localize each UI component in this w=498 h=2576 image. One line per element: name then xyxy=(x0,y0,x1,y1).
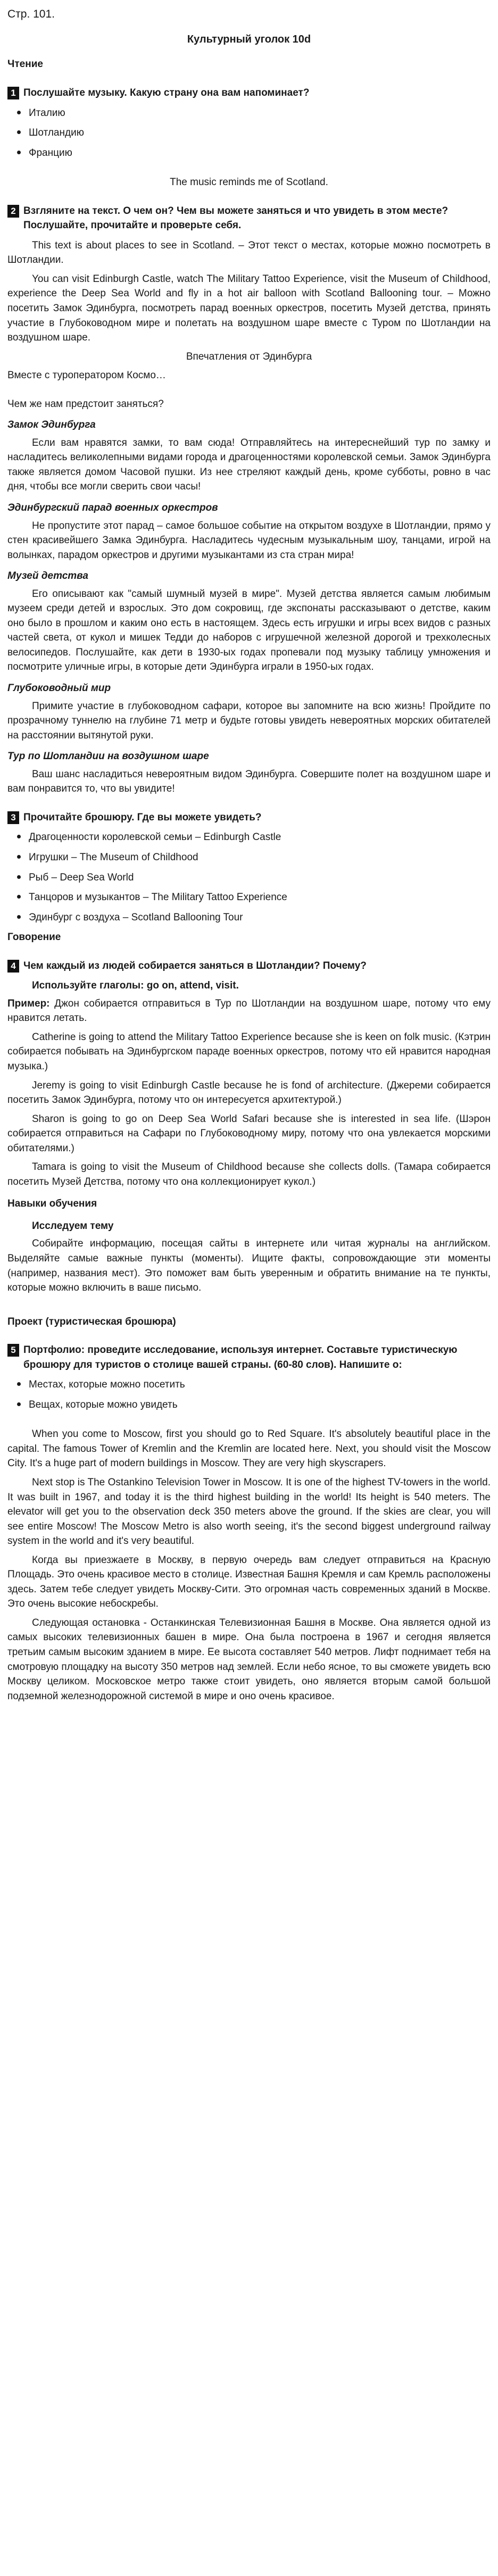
section-speaking-heading: Говорение xyxy=(7,932,61,943)
task-2-answer-2: You can visit Edinburgh Castle, watch The Military Tattoo Experience, visit the Museum of Childhood, experience the Deep Sea World and fly in a hot air balloon with Scotland Ballooning tour. – Можно посетить Замок Эдинбурга, посмотреть парад военных оркестров, посетить Музей детства, принять участие в Глубоководном мире и полетать на воздушном шаре вместе с Туром по Шотландии на воздушном шаре. xyxy=(7,273,491,344)
task-1-options xyxy=(7,106,491,161)
task-4 xyxy=(7,959,491,974)
task-instruction: Портфолио: проведите исследование, используя интернет. Составьте туристическую брошюру для туристов о столице вашей страны. (60-80 слов). Напишите о: xyxy=(23,1344,458,1370)
task-4-example xyxy=(7,996,491,1026)
task-2 xyxy=(7,204,491,233)
list-item: Танцоров и музыкантов – The Military Tattoo Experience xyxy=(29,890,491,905)
essay-english-2: Next stop is The Ostankino Television Tower in Moscow. It is one of the highest TV-towers in the world. It was built in 1967, and today it is the third highest building in the world! Its height is 540 meters. The elevator will get you to the observation deck 350 meters above the ground. If the skies are clear, you will see entire Moscow! The Moscow Metro is also worth seeing, it's the second biggest underground railway system in the world and it's very beautiful. xyxy=(7,1477,491,1547)
list-item: Драгоценности королевской семьи – Edinburgh Castle xyxy=(29,830,491,845)
task-number: 5 xyxy=(7,1344,19,1357)
task-2-answer-1: This text is about places to see in Scotland. – Этот текст о местах, которые можно посмотреть в Шотландии. xyxy=(7,239,491,266)
study-skills-heading: Навыки обучения xyxy=(7,1198,97,1210)
task-instruction: Взгляните на текст. О чем он? Чем вы можете заняться и что увидеть в этом месте? Послушайте, прочитайте и проверьте себя. xyxy=(23,205,449,231)
essay-russian-2: Следующая остановка - Останкинская Телевизионная Башня в Москве. Она является одной из самых высоких телевизионных башен в мире. Она была построена в 1967 и сегодня является третьим самым высоким зданием в мире. Ее высота составляет 540 метров. Лифт поднимает тебя на смотровую площадку на высоту 350 метров над землей. Если небо ясное, то вы сможете увидеть всю Москву целиком. Московское метро также стоит увидеть, оно является вторым самой большой подземной железнодорожной системой в мире и оно очень красивое. xyxy=(7,1617,491,1702)
page-title: Культурный уголок 10d xyxy=(187,34,311,46)
balloon-text: Ваш шанс насладиться невероятным видом Эдинбурга. Совершите полет на воздушном шаре и вам понравится то, что вы увидите! xyxy=(7,768,491,795)
task-number: 3 xyxy=(7,811,19,824)
essay-russian-1: Когда вы приезжаете в Москву, в первую очередь вам следует отправиться на Красную Площадь. Это очень красивое место в столице. Известная Башня Кремля и сам Кремль расположены здесь. Затем тебе следует увидеть Москву-Сити. Это огромная часть современных зданий в Москве. Это очень высокие небоскребы. xyxy=(7,1554,491,1610)
task-4-answer-3: Sharon is going to go on Deep Sea World Safari because she is interested in sea life. (Шэрон собирается отправиться на Сафари по Глубоководному миру, потому что она увлекается морскими обитателями.) xyxy=(7,1113,491,1154)
list-item: Эдинбург с воздуха – Scotland Ballooning Tour xyxy=(29,910,491,925)
museum-text: Его описывают как "самый шумный музей в мире". Музей детства является самым любимым музеем среди детей и взрослых. Это дом сокровищ, где экспонаты рассказывают о детстве, каким оно было в прошлом и каким оно есть в настоящем. Здесь есть игрушки и игры всех видов с разных частей света, от кукол и мишек Тедди до наборов с игрушечной железной дорогой и трехколесных велосипедов. Послушайте, как дети в 1930-ых годах пропевали под музыку таблицу умножения и посмотрите уличные игры, в которые дети Эдинбурга играли в 1950-ых годах. xyxy=(7,588,491,673)
list-item: Игрушки – The Museum of Childhood xyxy=(29,850,491,865)
project-heading: Проект (туристическая брошюра) xyxy=(7,1316,176,1327)
task-4-verbs: Используйте глаголы: go on, attend, visit. xyxy=(32,980,239,992)
option-item: Италию xyxy=(29,106,491,121)
list-item: Рыб – Deep Sea World xyxy=(29,870,491,885)
balloon-heading: Тур по Шотландии на воздушном шаре xyxy=(7,751,209,762)
option-item: Францию xyxy=(29,146,491,161)
list-item: Местах, которые можно посетить xyxy=(29,1377,491,1392)
task-number: 1 xyxy=(7,87,19,99)
task-instruction: Чем каждый из людей собирается заняться в Шотландии? Почему? xyxy=(23,960,367,971)
task-3 xyxy=(7,810,491,825)
parade-heading: Эдинбургский парад военных оркестров xyxy=(7,502,218,514)
research-text: Собирайте информацию, посещая сайты в интернете или читая журналы на английском. Выделяйте самые важные пункты (моменты). Ищите факты, сопровождающие эти моменты (например, названия мест). Это поможет вам быть уверенным и обратить внимание на те пункты, которые можно включить в ваше письмо. xyxy=(7,1238,491,1294)
task-instruction: Прочитайте брошюру. Где вы можете увидеть? xyxy=(23,811,262,823)
option-item: Шотландию xyxy=(29,126,491,140)
page-number: Стр. 101. xyxy=(7,8,55,20)
brochure-heading: Впечатления от Эдинбурга xyxy=(186,351,312,362)
list-item: Вещах, которые можно увидеть xyxy=(29,1398,491,1412)
castle-heading: Замок Эдинбурга xyxy=(7,419,96,431)
section-reading-heading: Чтение xyxy=(7,59,43,70)
example-text: Джон собирается отправиться в Тур по Шотландии на воздушном шаре, потому что ему нравится летать. xyxy=(7,998,491,1024)
parade-text: Не пропустите этот парад – самое большое событие на открытом воздухе в Шотландии, прямо у стен красивейшего Замка Эдинбурга. Насладитесь чудесным музыкальным шоу, танцами, игрой на волынках, парадом оркестров и другими музыкантами из ста стран мира! xyxy=(7,520,491,561)
deep-sea-heading: Глубоководный мир xyxy=(7,683,111,694)
task-1 xyxy=(7,86,491,101)
deep-sea-text: Примите участие в глубоководном сафари, которое вы запомните на всю жизнь! Пройдите по прозрачному туннелю на глубине 71 метр и будьте готовы увидеть невероятных морских обитателей на расстоянии вытянутой руки. xyxy=(7,700,491,741)
brochure-intro: Вместе с туроператором Космо… xyxy=(7,370,166,381)
task-4-answer-4: Tamara is going to visit the Museum of Childhood because she collects dolls. (Тамара собирается посетить Музей Детства, потому что она коллекционирует кукол.) xyxy=(7,1161,491,1187)
task-1-answer: The music reminds me of Scotland. xyxy=(170,177,328,188)
example-label: Пример: xyxy=(7,998,50,1009)
museum-heading: Музей детства xyxy=(7,570,88,582)
task-5-list xyxy=(7,1377,491,1412)
task-4-answer-2: Jeremy is going to visit Edinburgh Castle because he is fond of architecture. (Джереми собирается посетить Замок Эдинбурга, потому что он интересуется архитектурой.) xyxy=(7,1079,491,1106)
research-heading: Исследуем тему xyxy=(32,1220,114,1232)
task-number: 4 xyxy=(7,960,19,973)
task-instruction: Послушайте музыку. Какую страну она вам напоминает? xyxy=(23,87,310,98)
brochure-question: Чем же нам предстоит заняться? xyxy=(7,398,164,410)
task-3-list xyxy=(7,830,491,925)
task-5 xyxy=(7,1343,491,1372)
essay-english-1: When you come to Moscow, first you should go to Red Square. It's absolutely beautiful place in the capital. The famous Tower of Kremlin and the Kremlin are located here. Next, you should visit the Moscow City. It's a huge part of modern buildings in Moscow. They are very high skyscrapers. xyxy=(7,1428,491,1469)
castle-text: Если вам нравятся замки, то вам сюда! Отправляйтесь на интереснейший тур по замку и насладитесь великолепными видами города и драгоценностями королевской семьи. Замок Эдинбурга также является домом Часовой пушки. Из нее стреляют каждый день, кроме субботы, ровно в час дня, чтобы все могли сверить свои часы! xyxy=(7,437,491,493)
task-4-answer-1: Catherine is going to attend the Military Tattoo Experience because she is keen on folk music. (Кэтрин собирается побывать на Эдинбургском параде военных оркестров, потому что ей нравится народная музыка.) xyxy=(7,1031,491,1072)
task-number: 2 xyxy=(7,205,19,218)
